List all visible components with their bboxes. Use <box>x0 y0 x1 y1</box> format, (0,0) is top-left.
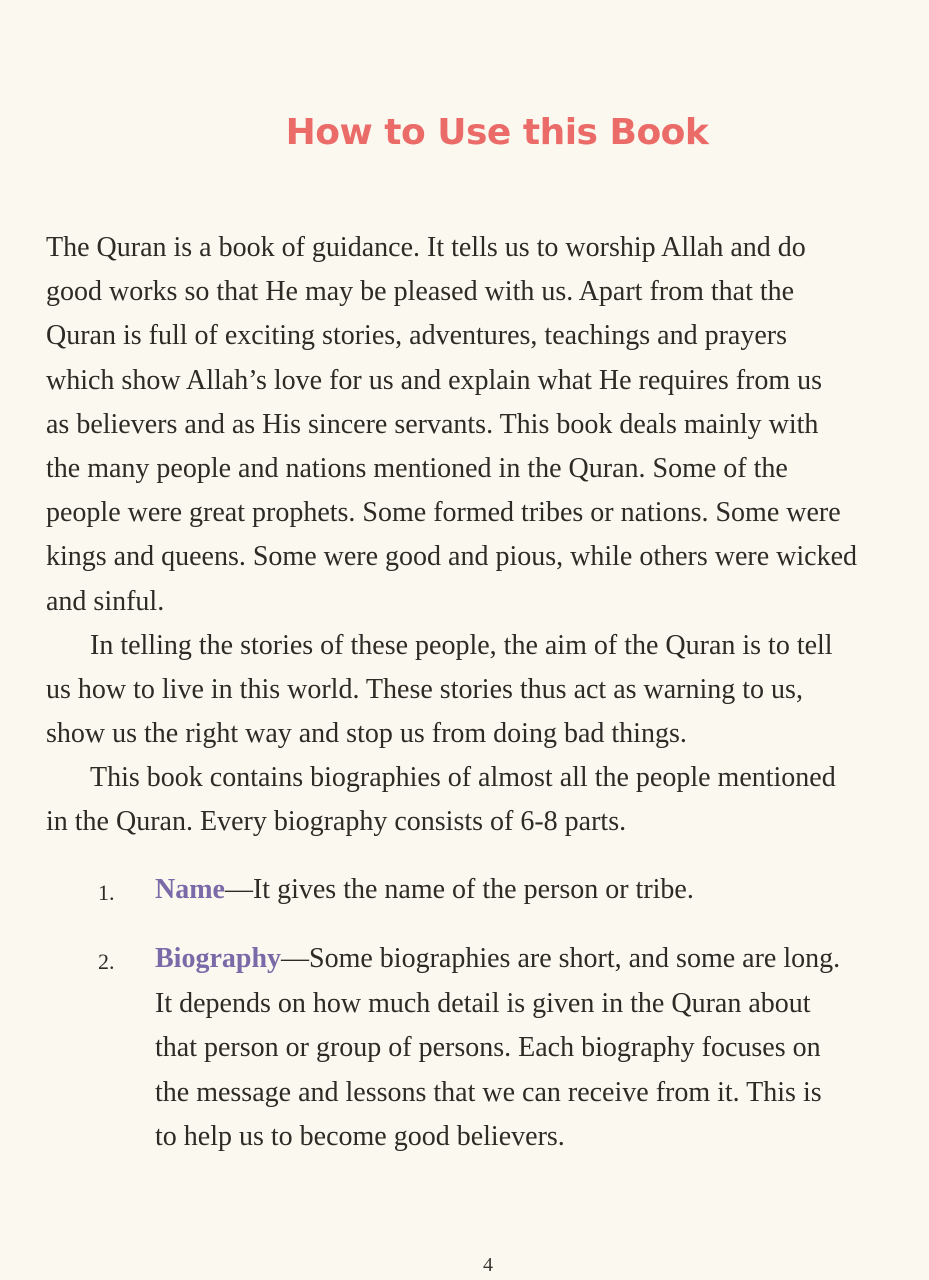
paragraph-1 <box>46 226 929 624</box>
paragraph-line: people were great prophets. Some formed tribes or nations. Some were <box>46 497 841 529</box>
paragraph-line: which show Allah’s love for us and explain what He requires from us <box>46 364 823 396</box>
paragraph-line: and sinful. <box>46 585 165 617</box>
list-text: that person or group of persons. Each biography focuses on <box>155 1032 821 1063</box>
paragraph-2 <box>46 624 929 757</box>
list-text: to help us to become good believers. <box>155 1121 565 1152</box>
body-text <box>46 226 929 845</box>
list-text: —It gives the name of the person or tribe. <box>224 874 694 905</box>
list-term: Name <box>155 874 225 905</box>
list-number: 2. <box>98 949 115 974</box>
paragraph-line: in the Quran. Every biography consists of 6-8 parts. <box>46 806 627 838</box>
list-text: the message and lessons that we can receive from it. This is <box>155 1076 822 1108</box>
list-number: 1. <box>98 880 115 905</box>
paragraph-line: as believers and as His sincere servants. This book deals mainly with <box>46 408 819 440</box>
list-item-body <box>155 937 840 1160</box>
list-item-body <box>155 868 694 913</box>
page-title: How to Use this Book <box>285 112 709 153</box>
paragraph-line: This book contains biographies of almost all the people mentioned <box>90 762 836 794</box>
paragraph-line: The Quran is a book of guidance. It tells us to worship Allah and do <box>46 232 806 263</box>
paragraph-3 <box>46 756 929 844</box>
list-text: It depends on how much detail is given in the Quran about <box>155 987 811 1019</box>
paragraph-line: good works so that He may be pleased with us. Apart from that the <box>46 276 795 308</box>
paragraph-line: Quran is full of exciting stories, adventures, teachings and prayers <box>46 320 788 352</box>
list-term: Biography <box>155 943 282 974</box>
page-number: 4 <box>483 1254 493 1276</box>
paragraph-line: In telling the stories of these people, the aim of the Quran is to tell <box>90 629 833 661</box>
paragraph-line: show us the right way and stop us from doing bad things. <box>46 718 687 750</box>
paragraph-line: the many people and nations mentioned in the Quran. Some of the <box>46 452 788 484</box>
paragraph-line: us how to live in this world. These stories thus act as warning to us, <box>46 673 803 705</box>
paragraph-line: kings and queens. Some were good and pious, while others were wicked <box>46 541 858 573</box>
list-text: —Some biographies are short, and some are long. <box>281 943 841 974</box>
